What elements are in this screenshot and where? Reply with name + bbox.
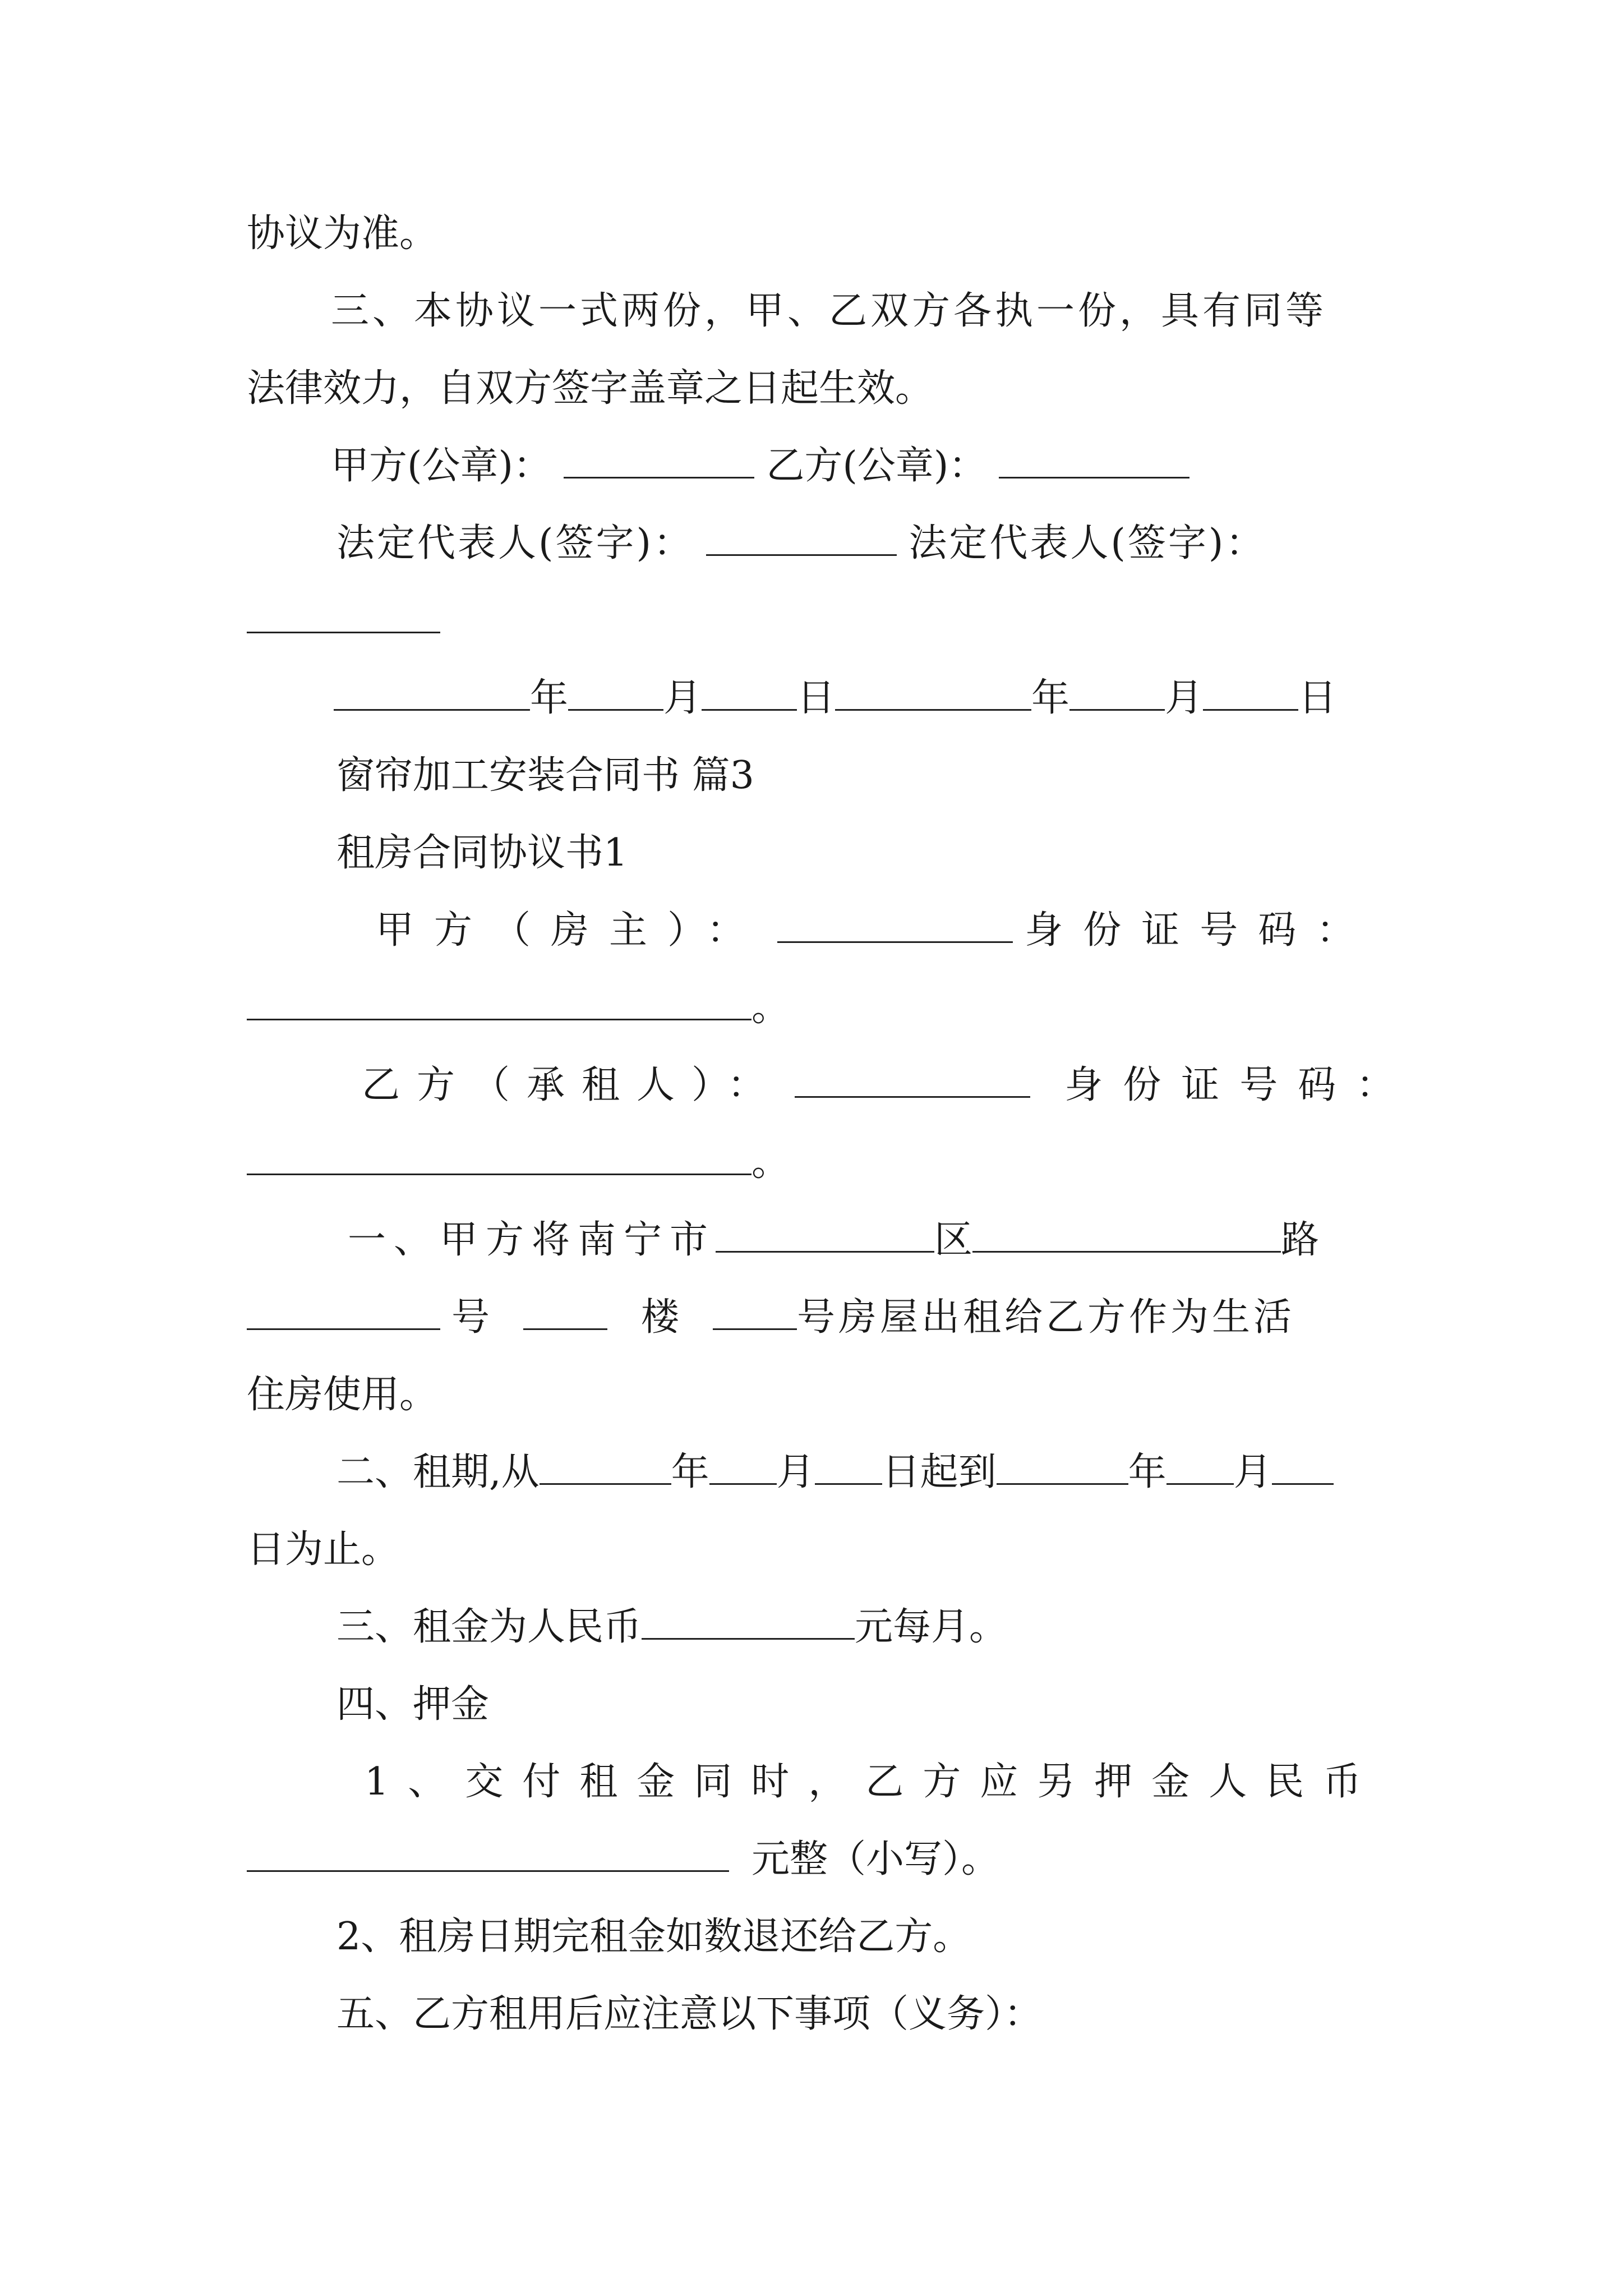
signature-blank — [706, 521, 897, 556]
text: 2、租房日期完租金如数退还给乙方。 — [336, 1915, 971, 1959]
date-blank — [1203, 675, 1298, 711]
date-blank — [1069, 675, 1165, 711]
tenant-id-line — [247, 1132, 790, 1194]
text: 年 — [671, 1450, 709, 1494]
rent-blank — [642, 1604, 855, 1640]
period-mark: 。 — [751, 1140, 790, 1185]
tenant-name-blank — [795, 1062, 1030, 1098]
date-blank — [709, 1450, 777, 1485]
deposit-blank — [247, 1837, 729, 1872]
date-blank — [815, 1450, 882, 1485]
date-line — [334, 668, 1336, 729]
clause-two-line2 — [247, 1519, 399, 1581]
text: 三、本协议一式两份，甲、乙双方各执一份，具有同等 — [331, 289, 1327, 333]
text: 五、乙方租用后应注意以下事项（义务）： — [336, 1992, 1043, 2036]
date-blank — [540, 1450, 671, 1485]
room-blank — [713, 1295, 797, 1330]
text: 协议为准。 — [247, 211, 438, 256]
year-label: 年 — [530, 676, 569, 720]
clause-three-rent — [336, 1596, 1007, 1658]
id-number-label: 身份证号码： — [1025, 908, 1375, 953]
number-blank — [247, 1295, 440, 1330]
date-blank — [997, 1450, 1128, 1485]
clause-two-line1 — [336, 1442, 1334, 1503]
clause-one-line2 — [247, 1287, 1295, 1349]
date-blank — [1272, 1450, 1334, 1485]
text: 元每月。 — [855, 1605, 1008, 1649]
contract-title — [336, 822, 628, 884]
clause-one-line1 — [348, 1209, 1319, 1271]
id-number-blank — [247, 985, 751, 1020]
day-label: 日 — [797, 676, 836, 720]
tenant-line — [362, 1055, 1414, 1116]
text: 日为止。 — [247, 1527, 400, 1572]
text: 元整（小写）。 — [751, 1837, 1000, 1881]
id-number-blank — [247, 1140, 751, 1175]
clause-one-line3 — [247, 1364, 437, 1426]
text: 月 — [776, 1450, 815, 1494]
landlord-name-blank — [777, 908, 1013, 943]
month-label: 月 — [663, 676, 702, 720]
period-mark: 。 — [751, 986, 790, 1030]
signature-blank — [999, 443, 1189, 478]
text: 四、押金 — [336, 1682, 490, 1727]
section-heading — [336, 745, 754, 807]
clause-four-heading — [336, 1674, 489, 1736]
paragraph-line — [247, 203, 437, 265]
road-blank — [972, 1217, 1281, 1253]
party-b-seal-label: 乙方(公章)： — [766, 444, 987, 488]
clause-five-heading — [336, 1984, 1042, 2045]
seal-line — [331, 435, 1189, 497]
clause-three-line1 — [331, 280, 1382, 342]
text: 法律效力，自双方签字盖章之日起生效。 — [247, 366, 934, 411]
text: 区 — [934, 1218, 973, 1262]
date-blank — [334, 675, 530, 711]
landlord-label: 甲方（房主）： — [376, 908, 766, 953]
month-label: 月 — [1165, 676, 1204, 720]
party-a-seal-label: 甲方(公章)： — [331, 444, 552, 488]
clause-three-line2 — [247, 358, 933, 420]
deposit-refund-line — [336, 1906, 971, 1968]
signature-blank — [564, 443, 754, 478]
representative-continuation — [247, 590, 440, 652]
district-blank — [716, 1217, 934, 1253]
date-blank — [702, 675, 797, 711]
text: 二、租期,从 — [336, 1450, 540, 1494]
landlord-id-line — [247, 977, 790, 1039]
id-number-label: 身份证号码： — [1064, 1063, 1415, 1107]
text: 月 — [1233, 1450, 1272, 1494]
date-blank — [835, 675, 1031, 711]
date-blank — [568, 675, 663, 711]
party-b-rep-label: 法定代表人(签字)： — [909, 521, 1266, 565]
year-label: 年 — [1031, 676, 1070, 720]
date-blank — [1166, 1450, 1234, 1485]
text: 楼 — [641, 1295, 680, 1340]
text: 三、租金为人民币 — [336, 1605, 642, 1649]
deposit-line1 — [365, 1751, 1382, 1813]
text: 一、甲方将南宁市 — [348, 1218, 716, 1262]
text: 年 — [1128, 1450, 1166, 1494]
tenant-label: 乙方（承租人）： — [362, 1063, 783, 1107]
section-title: 窗帘加工安装合同书 篇3 — [336, 753, 754, 798]
text: 日起到 — [882, 1450, 997, 1494]
landlord-line — [376, 900, 1375, 961]
building-blank — [523, 1295, 607, 1330]
deposit-line2 — [247, 1829, 999, 1890]
text: 住房使用。 — [247, 1373, 438, 1417]
text: 路 — [1281, 1218, 1320, 1262]
representative-line — [336, 513, 1266, 574]
text: 1、交付租金同时，乙方应另押金人民币 — [365, 1760, 1381, 1804]
contract-title-text: 租房合同协议书1 — [336, 831, 628, 875]
text: 号 — [451, 1295, 490, 1340]
party-a-rep-label: 法定代表人(签字)： — [336, 521, 694, 565]
day-label: 日 — [1298, 676, 1337, 720]
signature-blank — [247, 598, 440, 633]
text: 号房屋出租给乙方作为生活 — [797, 1295, 1295, 1340]
